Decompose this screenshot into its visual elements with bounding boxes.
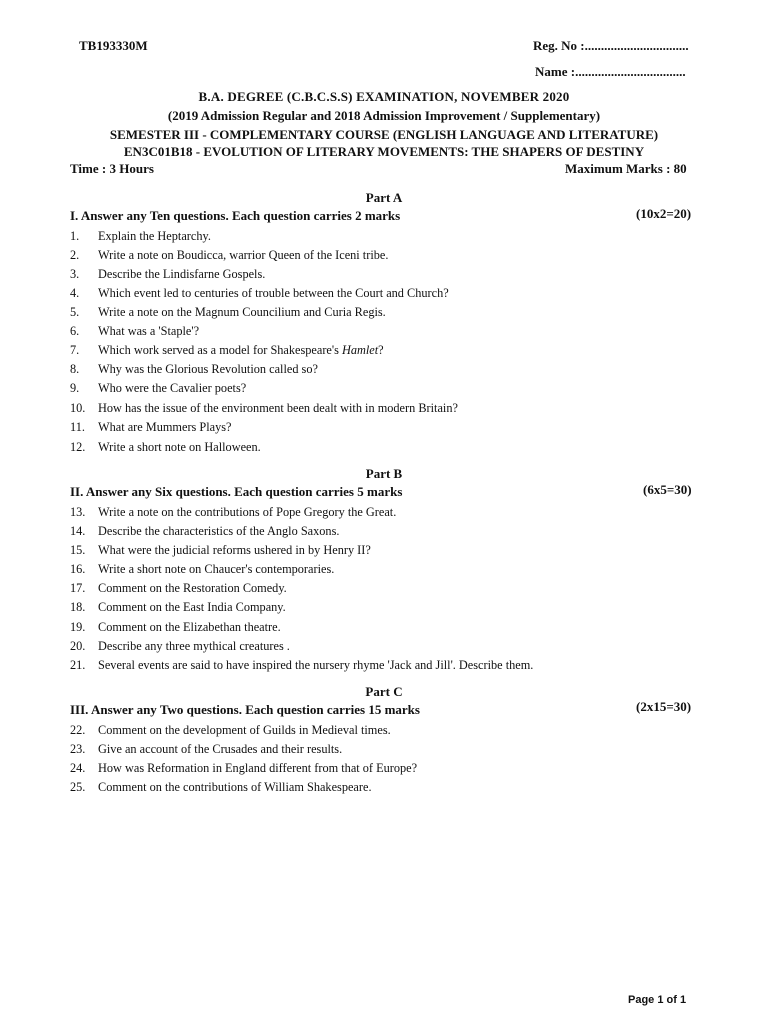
part-c-title: Part C <box>365 684 403 699</box>
question-number: 14. <box>70 524 86 538</box>
question-item <box>70 658 533 673</box>
question-text: Write a note on Boudicca, warrior Queen of the Iceni tribe. <box>98 248 389 262</box>
question-text: Comment on the Elizabethan theatre. <box>98 620 281 634</box>
question-item <box>70 524 339 539</box>
question-number: 25. <box>70 780 86 794</box>
question-number: 7. <box>70 343 80 357</box>
question-item <box>70 362 318 377</box>
question-number: 24. <box>70 761 86 775</box>
exam-title: B.A. DEGREE (C.B.C.S.S) EXAMINATION, NOVEMBER 2020 <box>198 89 570 104</box>
question-item <box>70 324 199 339</box>
question-number: 21. <box>70 658 86 672</box>
question-text: Describe the Lindisfarne Gospels. <box>98 267 266 281</box>
question-text: What are Mummers Plays? <box>98 420 232 434</box>
question-number: 22. <box>70 723 86 737</box>
question-text: Who were the Cavalier poets? <box>98 381 247 395</box>
question-number: 6. <box>70 324 80 338</box>
question-number: 20. <box>70 639 86 653</box>
time-allowed: Time : 3 Hours <box>70 161 154 176</box>
part-b-marks: (6x5=30) <box>643 482 692 497</box>
question-text: Several events are said to have inspired the nursery rhyme 'Jack and Jill'. Describe them. <box>98 658 534 672</box>
question-text: Comment on the development of Guilds in Medieval times. <box>98 723 391 737</box>
question-item <box>70 581 287 596</box>
course-line: SEMESTER III - COMPLEMENTARY COURSE (ENGLISH LANGUAGE AND LITERATURE) <box>109 127 659 142</box>
question-italic-title: Hamlet <box>341 343 379 357</box>
question-number: 2. <box>70 248 80 262</box>
part-b-title: Part B <box>365 466 403 481</box>
question-text: Comment on the East India Company. <box>98 600 286 614</box>
part-c-instruction: III. Answer any Two questions. Each question carries 15 marks <box>70 702 420 717</box>
question-text: Which work served as a model for Shakespeare's <box>98 343 342 357</box>
part-a-title: Part A <box>365 190 403 205</box>
question-item <box>70 742 342 757</box>
part-b-instruction: II. Answer any Six questions. Each question carries 5 marks <box>70 484 403 499</box>
question-item <box>70 343 384 358</box>
page-number: Page 1 of 1 <box>628 994 687 1006</box>
question-number: 9. <box>70 381 80 395</box>
question-number: 3. <box>70 267 80 281</box>
question-item <box>70 543 371 558</box>
question-text: Which event led to centuries of trouble between the Court and Church? <box>98 286 449 300</box>
question-item <box>70 420 232 435</box>
question-number: 11. <box>70 420 85 434</box>
maximum-marks: Maximum Marks : 80 <box>565 161 687 176</box>
question-item <box>70 286 449 301</box>
question-text: Write a short note on Chaucer's contemporaries. <box>98 562 335 576</box>
candidate-name-field: Name :.................................. <box>535 64 686 79</box>
question-text: Describe any three mythical creatures . <box>98 639 290 653</box>
question-item <box>70 761 417 776</box>
question-item <box>70 401 458 416</box>
question-number: 4. <box>70 286 80 300</box>
question-item <box>70 440 261 455</box>
question-item <box>70 267 265 282</box>
question-number: 15. <box>70 543 86 557</box>
question-item <box>70 562 334 577</box>
question-text: Comment on the Restoration Comedy. <box>98 581 287 595</box>
question-number: 19. <box>70 620 86 634</box>
question-text: How has the issue of the environment been dealt with in modern Britain? <box>98 401 458 415</box>
part-c-marks: (2x15=30) <box>636 699 692 714</box>
question-item <box>70 505 396 520</box>
question-number: 13. <box>70 505 86 519</box>
question-item <box>70 620 281 635</box>
question-text-end: ? <box>378 343 384 357</box>
register-number-field: Reg. No :................................ <box>533 38 689 53</box>
question-text: How was Reformation in England different from that of Europe? <box>98 761 418 775</box>
question-number: 1. <box>70 229 80 243</box>
paper-title: EN3C01B18 - EVOLUTION OF LITERARY MOVEMENTS: THE SHAPERS OF DESTINY <box>123 144 645 159</box>
question-number: 8. <box>70 362 80 376</box>
question-item <box>70 229 211 244</box>
question-text: What was a 'Staple'? <box>98 324 200 338</box>
question-text: Write a note on the contributions of Pope Gregory the Great. <box>98 505 397 519</box>
question-item <box>70 639 290 654</box>
question-paper-code: TB193330M <box>79 38 148 53</box>
admission-line: (2019 Admission Regular and 2018 Admission Improvement / Supplementary) <box>167 108 601 123</box>
question-number: 18. <box>70 600 86 614</box>
question-text: Comment on the contributions of William Shakespeare. <box>98 780 372 794</box>
question-item <box>70 305 386 320</box>
question-number: 17. <box>70 581 86 595</box>
question-number: 16. <box>70 562 86 576</box>
question-text: Write a short note on Halloween. <box>98 440 261 454</box>
question-item <box>70 723 391 738</box>
question-text: Write a note on the Magnum Councilium and Curia Regis. <box>98 305 386 319</box>
question-item <box>70 600 286 615</box>
question-text: Give an account of the Crusades and their results. <box>98 742 343 756</box>
question-text: Explain the Heptarchy. <box>98 229 211 243</box>
question-number: 10. <box>70 401 86 415</box>
question-text: Why was the Glorious Revolution called so? <box>98 362 318 376</box>
question-text: What were the judicial reforms ushered in by Henry II? <box>98 543 371 557</box>
question-number: 12. <box>70 440 86 454</box>
question-number: 5. <box>70 305 80 319</box>
question-text: Describe the characteristics of the Anglo Saxons. <box>98 524 340 538</box>
question-item <box>70 248 388 263</box>
question-number: 23. <box>70 742 86 756</box>
question-item <box>70 780 372 795</box>
part-a-marks: (10x2=20) <box>636 206 692 221</box>
part-a-instruction: I. Answer any Ten questions. Each question carries 2 marks <box>70 208 401 223</box>
question-item <box>70 381 246 396</box>
